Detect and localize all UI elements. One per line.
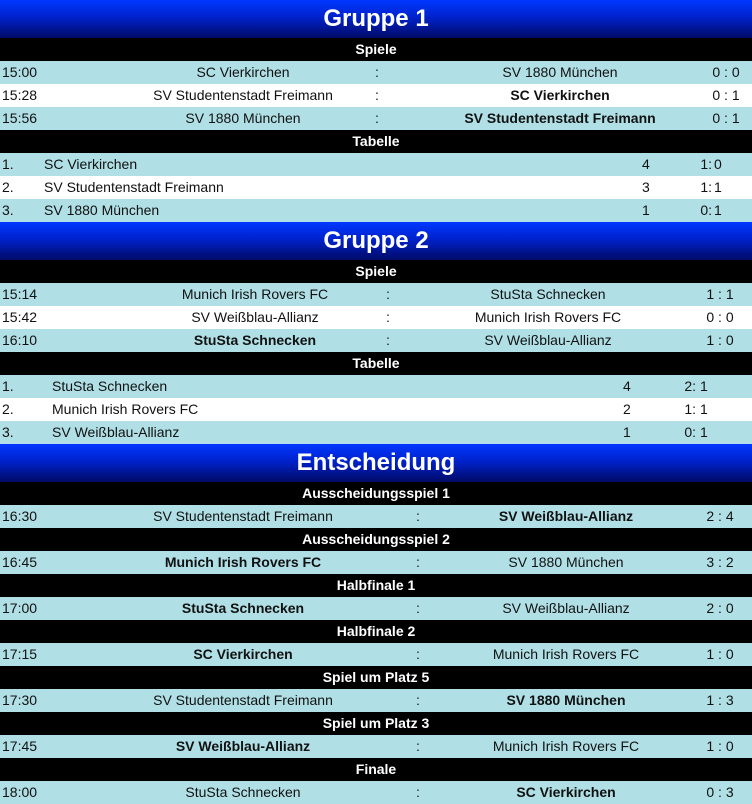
finals-matches bbox=[0, 482, 752, 804]
match-score: 1 : 0 bbox=[706, 332, 734, 348]
table-goals-for: 0: bbox=[684, 424, 696, 440]
match-time: 15:56 bbox=[2, 110, 38, 126]
group-1-spiele-header: Spiele bbox=[0, 38, 752, 61]
match-row bbox=[0, 84, 752, 107]
match-score: 2 : 4 bbox=[706, 508, 734, 524]
match-separator: : bbox=[375, 64, 379, 80]
away-team: SC Vierkirchen bbox=[516, 784, 616, 800]
match-time: 15:42 bbox=[2, 309, 38, 325]
round-header: Ausscheidungsspiel 1 bbox=[0, 482, 752, 505]
round-header: Spiel um Platz 5 bbox=[0, 666, 752, 689]
home-team: Munich Irish Rovers FC bbox=[181, 286, 329, 302]
match-separator: : bbox=[416, 738, 420, 754]
match-score: 1 : 0 bbox=[706, 738, 734, 754]
match-score: 1 : 3 bbox=[706, 692, 734, 708]
table-position: 3. bbox=[2, 202, 14, 218]
match-separator: : bbox=[386, 309, 390, 325]
away-team: SV 1880 München bbox=[506, 692, 626, 708]
home-team: StuSta Schnecken bbox=[193, 332, 317, 348]
group-1-tabelle-header: Tabelle bbox=[0, 130, 752, 153]
match-time: 17:15 bbox=[2, 646, 38, 662]
table-goals-against: 0 bbox=[714, 156, 722, 172]
group-2-matches bbox=[0, 283, 752, 352]
match-separator: : bbox=[375, 110, 379, 126]
match-score: 0 : 0 bbox=[712, 64, 740, 80]
match-score: 0 : 1 bbox=[712, 87, 740, 103]
away-team: SV Weißblau-Allianz bbox=[484, 332, 612, 348]
match-score: 0 : 0 bbox=[706, 309, 734, 325]
match-time: 16:45 bbox=[2, 554, 38, 570]
home-team: SV 1880 München bbox=[185, 110, 301, 126]
table-goals-for: 2: bbox=[684, 378, 696, 394]
match-row bbox=[0, 505, 752, 528]
table-position: 1. bbox=[2, 156, 14, 172]
table-team: SV Weißblau-Allianz bbox=[52, 424, 180, 440]
table-points: 4 bbox=[642, 156, 650, 172]
round-header: Finale bbox=[0, 758, 752, 781]
round-header: Ausscheidungsspiel 2 bbox=[0, 528, 752, 551]
match-time: 17:30 bbox=[2, 692, 38, 708]
home-team: Munich Irish Rovers FC bbox=[164, 554, 322, 570]
match-separator: : bbox=[416, 692, 420, 708]
table-row bbox=[0, 421, 752, 444]
group-1-title: Gruppe 1 bbox=[0, 0, 752, 38]
away-team: SV 1880 München bbox=[502, 64, 618, 80]
table-goals-for: 1: bbox=[700, 156, 712, 172]
match-score: 0 : 1 bbox=[712, 110, 740, 126]
table-team: SV 1880 München bbox=[44, 202, 160, 218]
match-separator: : bbox=[416, 646, 420, 662]
table-team: Munich Irish Rovers FC bbox=[52, 401, 199, 417]
match-row bbox=[0, 689, 752, 712]
group-2-table bbox=[0, 375, 752, 444]
away-team: StuSta Schnecken bbox=[490, 286, 606, 302]
away-team: SV 1880 München bbox=[508, 554, 624, 570]
match-row bbox=[0, 597, 752, 620]
home-team: SV Studentenstadt Freimann bbox=[153, 87, 333, 103]
match-row bbox=[0, 781, 752, 804]
match-time: 15:00 bbox=[2, 64, 38, 80]
table-goals-for: 0: bbox=[700, 202, 712, 218]
table-points: 1 bbox=[623, 424, 631, 440]
home-team: StuSta Schnecken bbox=[185, 784, 301, 800]
match-score: 1 : 0 bbox=[706, 646, 734, 662]
away-team: SV Studentenstadt Freimann bbox=[464, 110, 656, 126]
table-goals-against: 1 bbox=[700, 378, 708, 394]
match-separator: : bbox=[416, 554, 420, 570]
away-team: Munich Irish Rovers FC bbox=[492, 738, 640, 754]
round-header: Halbfinale 1 bbox=[0, 574, 752, 597]
match-time: 18:00 bbox=[2, 784, 38, 800]
round-header: Spiel um Platz 3 bbox=[0, 712, 752, 735]
away-team: SV Weißblau-Allianz bbox=[502, 600, 630, 616]
table-team: SV Studentenstadt Freimann bbox=[44, 179, 224, 195]
match-separator: : bbox=[386, 286, 390, 302]
table-position: 3. bbox=[2, 424, 14, 440]
round-header: Halbfinale 2 bbox=[0, 620, 752, 643]
away-team: Munich Irish Rovers FC bbox=[492, 646, 640, 662]
match-score: 3 : 2 bbox=[706, 554, 734, 570]
home-team: SV Weißblau-Allianz bbox=[191, 309, 319, 325]
match-row bbox=[0, 107, 752, 130]
table-points: 4 bbox=[623, 378, 631, 394]
away-team: SC Vierkirchen bbox=[510, 87, 610, 103]
table-team: StuSta Schnecken bbox=[52, 378, 168, 394]
match-score: 1 : 1 bbox=[706, 286, 734, 302]
match-separator: : bbox=[416, 508, 420, 524]
home-team: StuSta Schnecken bbox=[181, 600, 305, 616]
match-row bbox=[0, 283, 752, 306]
home-team: SC Vierkirchen bbox=[193, 646, 293, 662]
table-row bbox=[0, 176, 752, 199]
group-1-matches bbox=[0, 61, 752, 130]
table-position: 1. bbox=[2, 378, 14, 394]
match-time: 15:14 bbox=[2, 286, 38, 302]
table-row bbox=[0, 153, 752, 176]
match-separator: : bbox=[416, 600, 420, 616]
match-separator: : bbox=[375, 87, 379, 103]
table-goals-for: 1: bbox=[700, 179, 712, 195]
table-points: 2 bbox=[623, 401, 631, 417]
group-2-title: Gruppe 2 bbox=[0, 222, 752, 260]
table-goals-against: 1 bbox=[700, 401, 708, 417]
match-score: 0 : 3 bbox=[706, 784, 734, 800]
group-2-spiele-header: Spiele bbox=[0, 260, 752, 283]
match-row bbox=[0, 551, 752, 574]
home-team: SC Vierkirchen bbox=[196, 64, 290, 80]
table-team: SC Vierkirchen bbox=[44, 156, 138, 172]
table-row bbox=[0, 398, 752, 421]
match-time: 17:00 bbox=[2, 600, 38, 616]
match-time: 16:10 bbox=[2, 332, 38, 348]
finals-title: Entscheidung bbox=[0, 444, 752, 482]
match-score: 2 : 0 bbox=[706, 600, 734, 616]
group-2-tabelle-header: Tabelle bbox=[0, 352, 752, 375]
table-row bbox=[0, 375, 752, 398]
home-team: SV Studentenstadt Freimann bbox=[153, 508, 333, 524]
match-row bbox=[0, 306, 752, 329]
table-goals-against: 1 bbox=[714, 179, 722, 195]
home-team: SV Studentenstadt Freimann bbox=[153, 692, 333, 708]
match-time: 17:45 bbox=[2, 738, 38, 754]
table-goals-against: 1 bbox=[714, 202, 722, 218]
table-goals-for: 1: bbox=[684, 401, 696, 417]
match-separator: : bbox=[416, 784, 420, 800]
match-row bbox=[0, 329, 752, 352]
match-row bbox=[0, 735, 752, 758]
match-row bbox=[0, 61, 752, 84]
table-position: 2. bbox=[2, 401, 14, 417]
match-row bbox=[0, 643, 752, 666]
table-points: 3 bbox=[642, 179, 650, 195]
home-team: SV Weißblau-Allianz bbox=[175, 738, 311, 754]
match-time: 15:28 bbox=[2, 87, 38, 103]
table-row bbox=[0, 199, 752, 222]
table-points: 1 bbox=[642, 202, 650, 218]
away-team: Munich Irish Rovers FC bbox=[474, 309, 622, 325]
group-1-table bbox=[0, 153, 752, 222]
match-time: 16:30 bbox=[2, 508, 38, 524]
away-team: SV Weißblau-Allianz bbox=[498, 508, 634, 524]
match-separator: : bbox=[386, 332, 390, 348]
table-goals-against: 1 bbox=[700, 424, 708, 440]
table-position: 2. bbox=[2, 179, 14, 195]
